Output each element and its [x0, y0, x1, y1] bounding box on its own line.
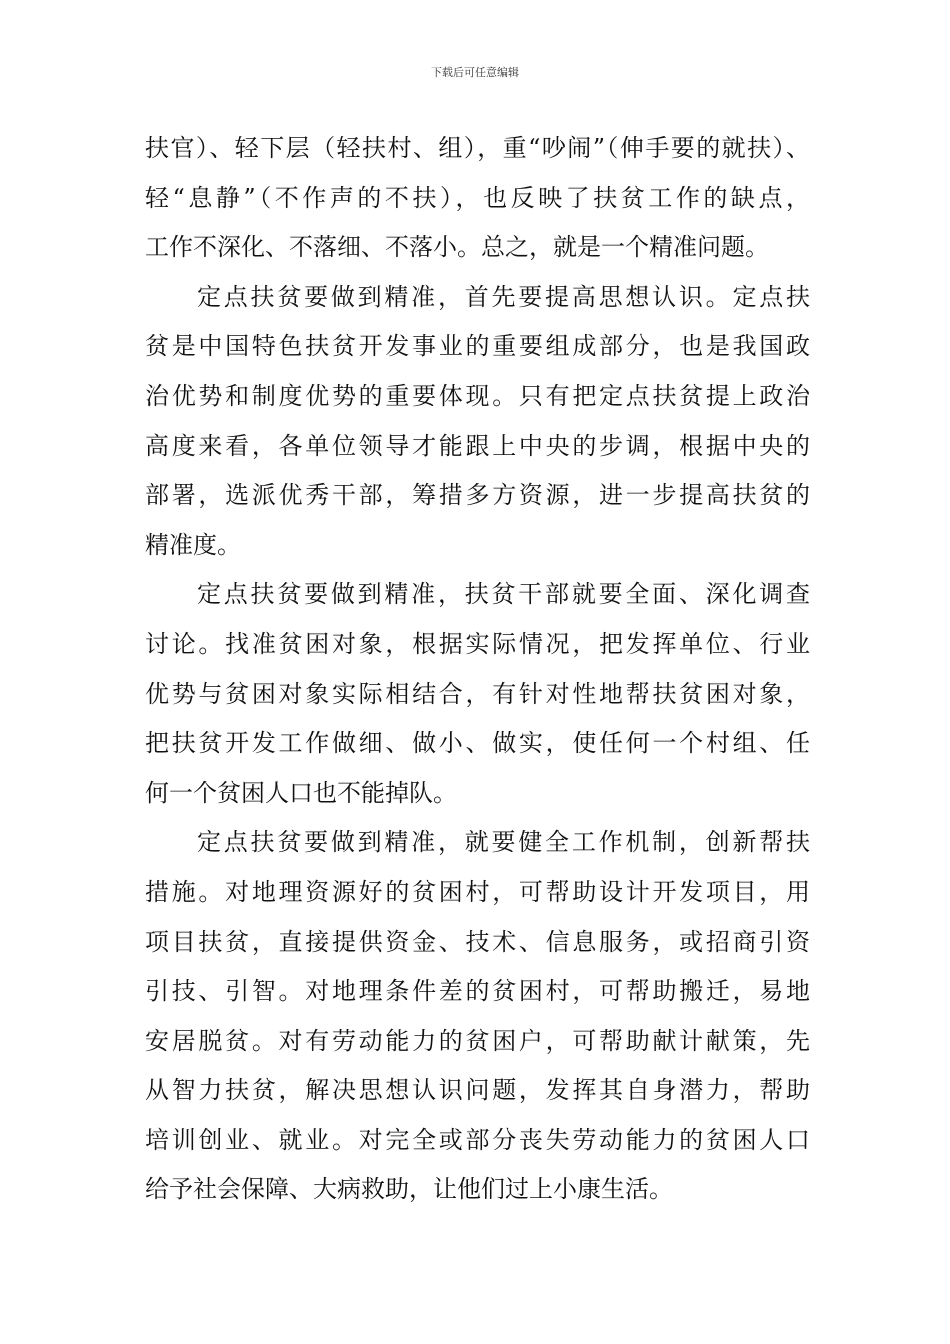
paragraph — [145, 570, 810, 818]
text-line: 定点扶贫要做到精准，扶贫干部就要全面、深化调查 — [197, 580, 810, 609]
paragraph — [145, 818, 810, 1215]
text-line: 轻“息静”（不作声的不扶），也反映了扶贫工作的缺点， — [145, 183, 810, 212]
document-body — [145, 124, 810, 1215]
paragraph — [145, 124, 810, 273]
text-line: 从智力扶贫，解决思想认识问题，发挥其自身潜力，帮助 — [145, 1076, 810, 1105]
text-line: 部署，选派优秀干部，筹措多方资源，进一步提高扶贫的 — [145, 481, 810, 510]
text-line: 定点扶贫要做到精准，首先要提高思想认识。定点扶 — [197, 282, 810, 311]
text-line: 安居脱贫。对有劳动能力的贫困户，可帮助献计献策，先 — [145, 1026, 810, 1055]
text-line: 培训创业、就业。对完全或部分丧失劳动能力的贫困人口 — [145, 1125, 810, 1154]
text-line: 扶官）、轻下层（轻扶村、组），重“吵闹”（伸手要的就扶）、 — [145, 134, 810, 162]
text-line: 工作不深化、不落细、不落小。总之，就是一个精准问题。 — [145, 233, 769, 262]
text-line: 引技、引智。对地理条件差的贫困村，可帮助搬迁，易地 — [145, 977, 810, 1006]
text-line: 何一个贫困人口也不能掉队。 — [145, 778, 457, 807]
text-line: 治优势和制度优势的重要体现。只有把定点扶贫提上政治 — [145, 381, 810, 410]
text-line: 把扶贫开发工作做细、做小、做实，使任何一个村组、任 — [145, 729, 810, 758]
text-line: 精准度。 — [145, 530, 241, 559]
text-line: 给予社会保障、大病救助，让他们过上小康生活。 — [145, 1175, 673, 1204]
page-header — [0, 66, 950, 80]
text-line: 项目扶贫，直接提供资金、技术、信息服务，或招商引资 — [145, 927, 810, 956]
text-line: 高度来看，各单位领导才能跟上中央的步调，根据中央的 — [145, 431, 810, 460]
text-line: 优势与贫困对象实际相结合，有针对性地帮扶贫困对象， — [145, 679, 810, 708]
text-line: 讨论。找准贫困对象，根据实际情况，把发挥单位、行业 — [145, 629, 810, 658]
paragraph — [145, 273, 810, 571]
text-line: 措施。对地理资源好的贫困村，可帮助设计开发项目，用 — [145, 877, 810, 906]
header-note: 下载后可任意编辑 — [431, 66, 519, 79]
text-line: 贫是中国特色扶贫开发事业的重要组成部分，也是我国政 — [145, 332, 810, 361]
text-line: 定点扶贫要做到精准，就要健全工作机制，创新帮扶 — [197, 828, 810, 857]
